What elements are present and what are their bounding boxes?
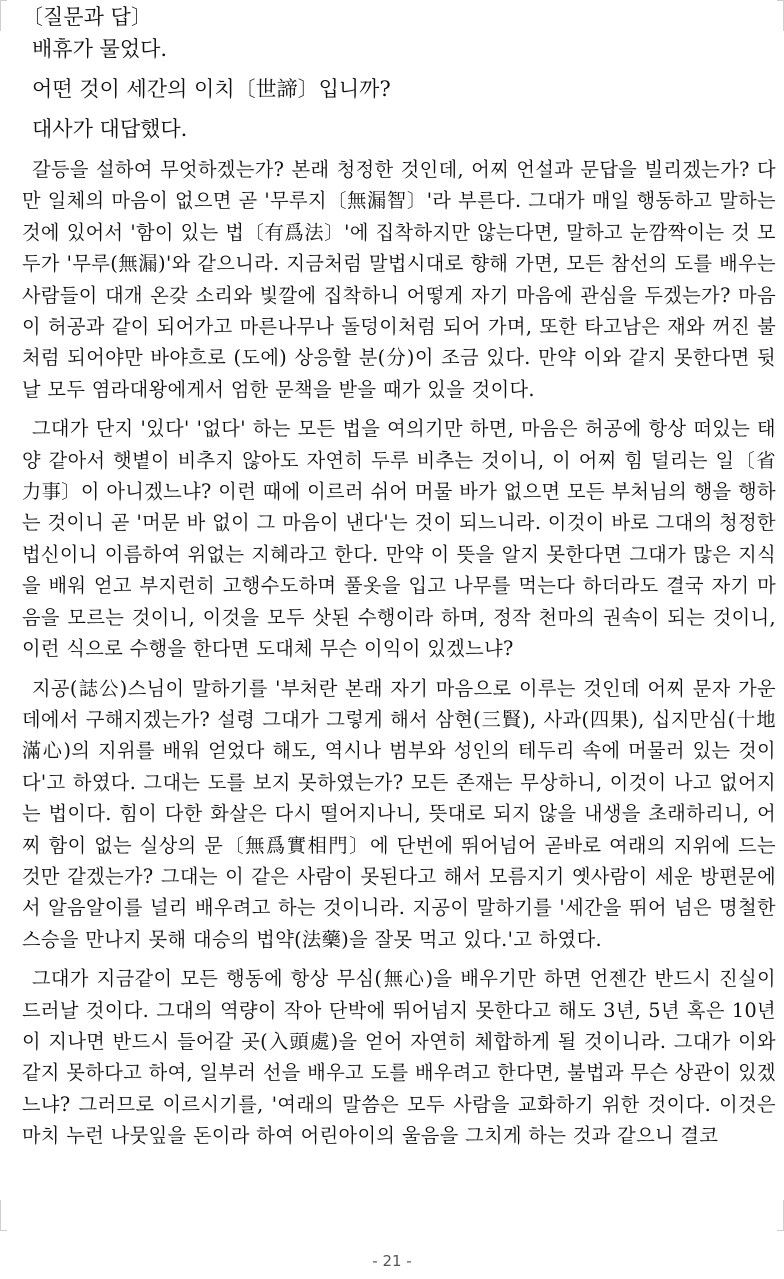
page-corner-mark-bottom-left [0,1200,7,1231]
paragraph-2: 그대가 단지 '있다' '없다' 하는 모든 법을 여의기만 하면, 마음은 허공에 항상 떠있는 태양 같아서 햇볕이 비추지 않아도 자연히 두루 비추는 것이니, 이 어찌 힘 덜리는 일〔省力事〕이 아니겠느냐? 이런 때에 이르러 쉬어 머물 바가 없으면 모든 부처님의 행을 행하는 것이니 곧 '머문 바 없이 그 마음이 낸다'는 것이 되느니라. 이것이 바로 그대의 청정한 법신이니 이름하여 위없는 지혜라고 한다. 만약 이 뜻을 알지 못한다면 그대가 많은 지식을 배워 얻고 부지런히 고행수도하며 풀옷을 입고 나무를 먹는다 하더라도 결국 자기 마음을 모르는 것이니, 이것을 모두 삿된 수행이라 하며, 정작 천마의 권속이 되는 것이니, 이런 식으로 수행을 한다면 도대체 무슨 이익이 있겠느냐? [22,417,776,661]
answer-intro: 대사가 대답했다. [32,117,188,141]
page-corner-mark-bottom-right [777,1200,784,1231]
question-intro: 배휴가 물었다. [32,37,168,61]
document-body [22,4,776,1160]
page-corner-mark-top-left [0,0,7,31]
paragraph-3: 지공(誌公)스님이 말하기를 '부처란 본래 자기 마음으로 이루는 것인데 어찌 문자 가운데에서 구해지겠는가? 설령 그대가 그렇게 해서 삼현(三賢), 사과(四果), 십지만심(十地滿心)의 지위를 배워 얻었다 해도, 역시나 범부와 성인의 테두리 속에 머물러 있는 것이다'고 하였다. 그대는 도를 보지 못하였는가? 모든 존재는 무상하니, 이것이 나고 없어지는 법이다. 힘이 다한 화살은 다시 떨어지나니, 뜻대로 되지 않을 내생을 초래하리니, 어찌 함이 없는 실상의 문〔無爲實相門〕에 단번에 뛰어넘어 곧바로 여래의 지위에 드는 것만 같겠는가? 그대는 이 같은 사람이 못된다고 해서 모름지기 옛사람이 세운 방편문에서 알음알이를 널리 배우려고 하는 것이니라. 지공이 말하기를 '세간을 뛰어 넘은 명철한 스승을 만나지 못해 대승의 법약(法藥)을 잘못 먹고 있다.'고 하였다. [22,676,776,951]
paragraph-4: 그대가 지금같이 모든 행동에 항상 무심(無心)을 배우기만 하면 언젠간 반드시 진실이 드러날 것이다. 그대의 역량이 작아 단박에 뛰어넘지 못한다고 해도 3년, 5년 혹은 10년이 지나면 반드시 들어갈 곳(入頭處)을 얻어 자연히 체합하게 될 것이니라. 그대가 이와 같지 못하다고 하여, 일부러 선을 배우고 도를 배우려고 한다면, 불법과 무슨 상관이 있겠느냐? 그러므로 이르시기를, '여래의 말씀은 모두 사람을 교화하기 위한 것이다. 이것은 마치 누런 나뭇잎을 돈이라 하여 어린아이의 울음을 그치게 하는 것과 같으니 결코 [22,967,776,1148]
section-heading: 〔질문과 답〕 [22,5,152,29]
question-text: 어떤 것이 세간의 이치〔世諦〕입니까? [32,77,391,101]
page-corner-mark-top-right [777,0,784,31]
page-number: - 21 - [372,1252,412,1270]
paragraph-1: 갈등을 설하여 무엇하겠는가? 본래 청정한 것인데, 어찌 언설과 문답을 빌리겠는가? 다만 일체의 마음이 없으면 곧 '무루지〔無漏智〕'라 부른다. 그대가 매일 행동하고 말하는 것에 있어서 '함이 있는 법〔有爲法〕'에 집착하지만 않는다면, 말하고 눈깜짝이는 것 모두가 '무루(無漏)'와 같으니라. 지금처럼 말법시대로 향해 가면, 모든 참선의 도를 배우는 사람들이 대개 온갖 소리와 빛깔에 집착하니 어떻게 자기 마음에 관심을 두겠는가? 마음이 허공과 같이 되어가고 마른나무나 돌덩이처럼 되어 가며, 또한 타고남은 재와 꺼진 불처럼 되어야만 바야흐로 (도에) 상응할 분(分)이 조금 있다. 만약 이와 같지 못한다면 뒷날 모두 염라대왕에게서 엄한 문책을 받을 때가 있을 것이다. [22,158,776,401]
